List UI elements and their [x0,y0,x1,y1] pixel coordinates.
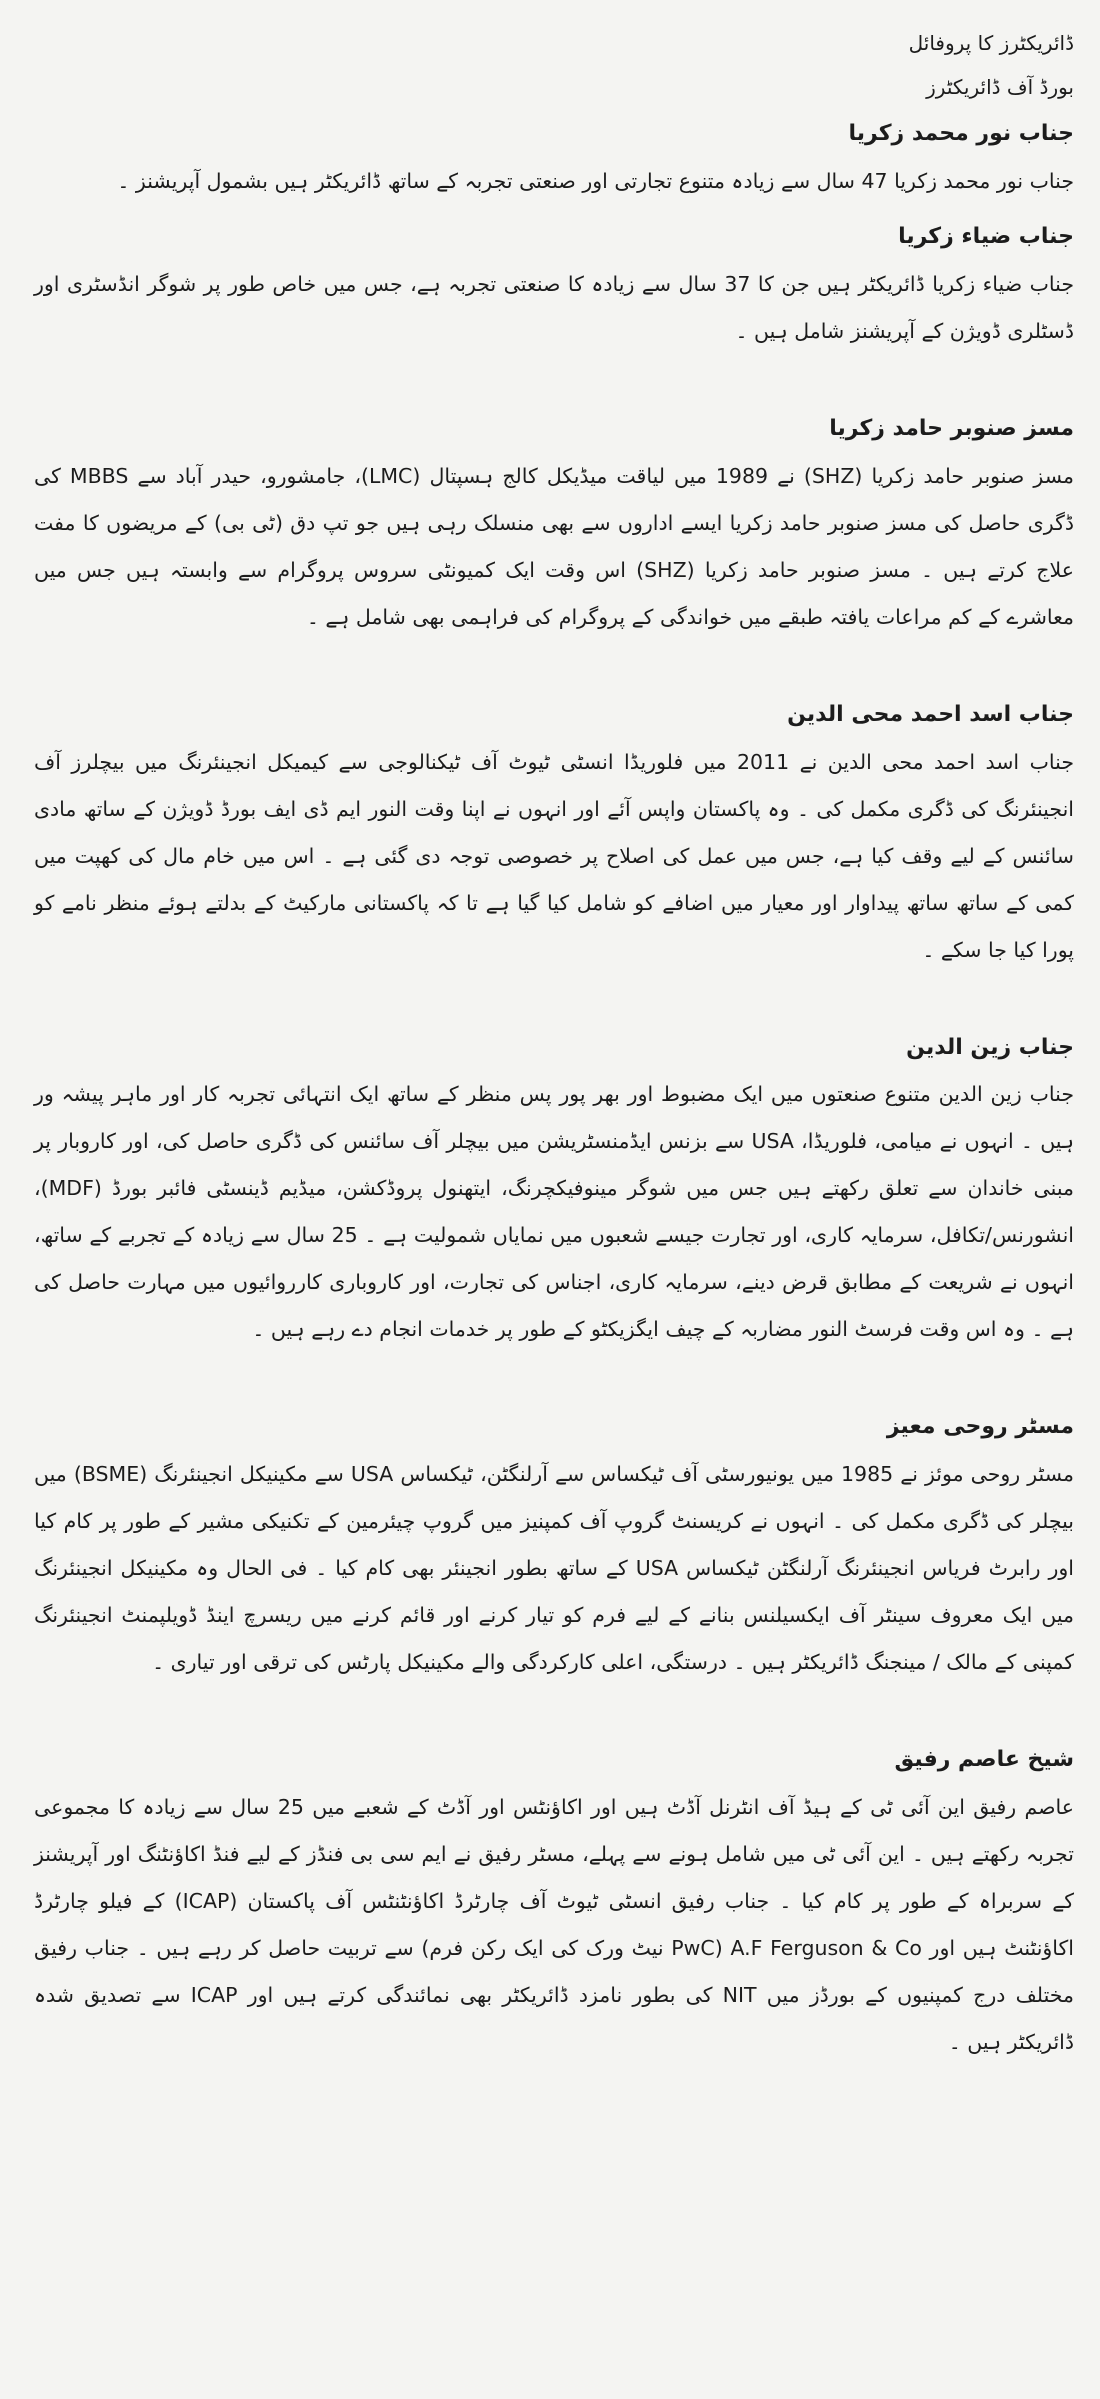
director-bio: جناب ضیاء زکریا ڈائریکٹر ہیں جن کا 37 سال سے زیادہ کا صنعتی تجربہ ہے، جس میں خاص طور پر شوگر انڈسٹری اور ڈسٹلری ڈویژن کے آپریشنز شامل ہیں ۔ [34,271,1074,343]
director-name: مسٹر روحی معیز [886,1414,1074,1440]
director-bio: جناب زین الدین متنوع صنعتوں میں ایک مضبوط اور بھر پور پس منظر کے ساتھ ایک انتہائی تجربہ کار اور ماہر پیشہ ور ہیں ۔ انہوں نے میامی، فلوریڈا، USA سے بزنس ایڈمنسٹریشن میں بیچلر آف سائنس کی ڈگری حاصل کی، اور کاروبار پر مبنی خاندان سے تعلق رکھتے ہیں جس میں شوگر مینوفیکچرنگ، ایتھنول پروڈکشن، میڈیم ڈینسٹی فائبر بورڈ (MDF)، انشورنس/تکافل، سرمایہ کاری، اور تجارت جیسے شعبوں میں نمایاں شمولیت ہے ۔ 25 سال سے زیادہ کے تجربے کے ساتھ، انہوں نے شریعت کے مطابق قرض دینے، سرمایہ کاری، اجناس کی تجارت، اور کاروباری کارروائیوں میں مہارت حاصل کی ہے ۔ وہ اس وقت فرسٹ النور مضاربہ کے چیف ایگزیکٹو کے طور پر خدمات انجام دے رہے ہیں ۔ [34,1082,1075,1342]
director-bio: جناب نور محمد زکریا 47 سال سے زیادہ متنوع تجارتی اور صنعتی تجربہ کے ساتھ ڈائریکٹر ہیں بشمول آپریشنز ۔ [117,168,1074,193]
page-subtitle: بورڈ آف ڈائریکٹرز [926,75,1074,99]
director-name: شیخ عاصم رفیق [894,1747,1074,1773]
profile-zain-ud-din [34,1032,1074,1354]
profile-sheikh-asim-rafiq [34,1744,1074,2066]
director-bio: عاصم رفیق این آئی ٹی کے ہیڈ آف انٹرنل آڈٹ ہیں اور اکاؤنٹس اور آڈٹ کے شعبے میں 25 سال سے زیادہ کا مجموعی تجربہ رکھتے ہیں ۔ این آئی ٹی میں شامل ہونے سے پہلے، مسٹر رفیق نے ایم سی بی فنڈز کے لیے فنڈ اکاؤنٹنگ اور آپریشنز کے سربراہ کے طور پر کام کیا ۔ جناب رفیق انسٹی ٹیوٹ آف چارٹرڈ اکاؤنٹنٹس آف پاکستان (ICAP) کے فیلو چارٹرڈ اکاؤنٹنٹ ہیں اور A.F Ferguson & Co (PwC نیٹ ورک کی ایک رکن فرم) سے تربیت حاصل کر رہے ہیں ۔ جناب رفیق مختلف درج کمپنیوں کے بورڈز میں NIT کی بطور نامزد ڈائریکٹر بھی نمائندگی کرتے ہیں اور ICAP سے تصدیق شدہ ڈائریکٹر ہیں ۔ [34,1795,1075,2055]
director-name: جناب اسد احمد محی الدین [787,701,1074,727]
profile-noor-muhammad-zakaria [34,118,1074,205]
director-bio: مسز صنوبر حامد زکریا (SHZ) نے 1989 میں لیاقت میڈیکل کالج ہسپتال (LMC)، جامشورو، حیدر آباد سے MBBS کی ڈگری حاصل کی مسز صنوبر حامد زکریا ایسے اداروں سے بھی منسلک رہی ہیں جو تپ دق (ٹی بی) کے مریضوں کا مفت علاج کرتے ہیں ۔ مسز صنوبر حامد زکریا (SHZ) اس وقت ایک کمیونٹی سروس پروگرام سے وابستہ ہیں جس میں معاشرے کے کم مراعات یافتہ طبقے میں خواندگی کے پروگرام کی فراہمی بھی شامل ہے ۔ [34,463,1074,629]
profile-sanober-hamid-zakaria [34,413,1074,641]
director-name: جناب ضیاء زکریا [898,223,1074,249]
profile-zia-zakaria [34,221,1074,355]
director-name: جناب زین الدین [906,1034,1074,1060]
profile-asad-ahmed-mohiuddin [34,699,1074,974]
director-bio: جناب اسد احمد محی الدین نے 2011 میں فلوریڈا انسٹی ٹیوٹ آف ٹیکنالوجی سے کیمیکل انجینئرنگ میں بیچلرز آف انجینئرنگ کی ڈگری مکمل کی ۔ وہ پاکستان واپس آئے اور انہوں نے اپنا وقت النور ایم ڈی ایف بورڈ ڈویژن کے ساتھ مادی سائنس کے لیے وقف کیا ہے، جس میں عمل کی اصلاح پر خصوصی توجہ دی گئی ہے ۔ اس میں خام مال کی کھپت میں کمی کے ساتھ ساتھ پیداوار اور معیار میں اضافے کو شامل کیا گیا ہے تا کہ پاکستانی مارکیٹ کے بدلتے ہوئے منظر نامے کو پورا کیا جا سکے ۔ [34,749,1074,962]
director-name: جناب نور محمد زکریا [848,121,1074,146]
director-bio: مسٹر روحی موئز نے 1985 میں یونیورسٹی آف ٹیکساس سے آرلنگٹن، ٹیکساس USA سے مکینیکل انجینئرنگ (BSME) میں بیچلر کی ڈگری مکمل کی ۔ انہوں نے کریسنٹ گروپ آف کمپنیز میں گروپ چیئرمین کے تکنیکی مشیر کے طور پر کام کیا اور رابرٹ فریاس انجینئرنگ آرلنگٹن ٹیکساس USA کے ساتھ بطور انجینئر بھی کام کیا ۔ فی الحال وہ مکینیکل انجینئرنگ میں ایک معروف سینٹر آف ایکسیلنس بنانے کے لیے فرم کو تیار کرنے اور قائم کرنے میں ریسرچ اینڈ ڈویلپمنٹ انجینئرنگ کمپنی کے مالک / مینجنگ ڈائریکٹر ہیں ۔ درستگی، اعلی کارکردگی والے مکینیکل پارٹس کی ترقی اور تیاری ۔ [34,1462,1074,1675]
profile-roohi-moiz [34,1411,1074,1686]
director-name: مسز صنوبر حامد زکریا [829,415,1074,441]
page-title: ڈائریکٹرز کا پروفائل [908,31,1074,55]
